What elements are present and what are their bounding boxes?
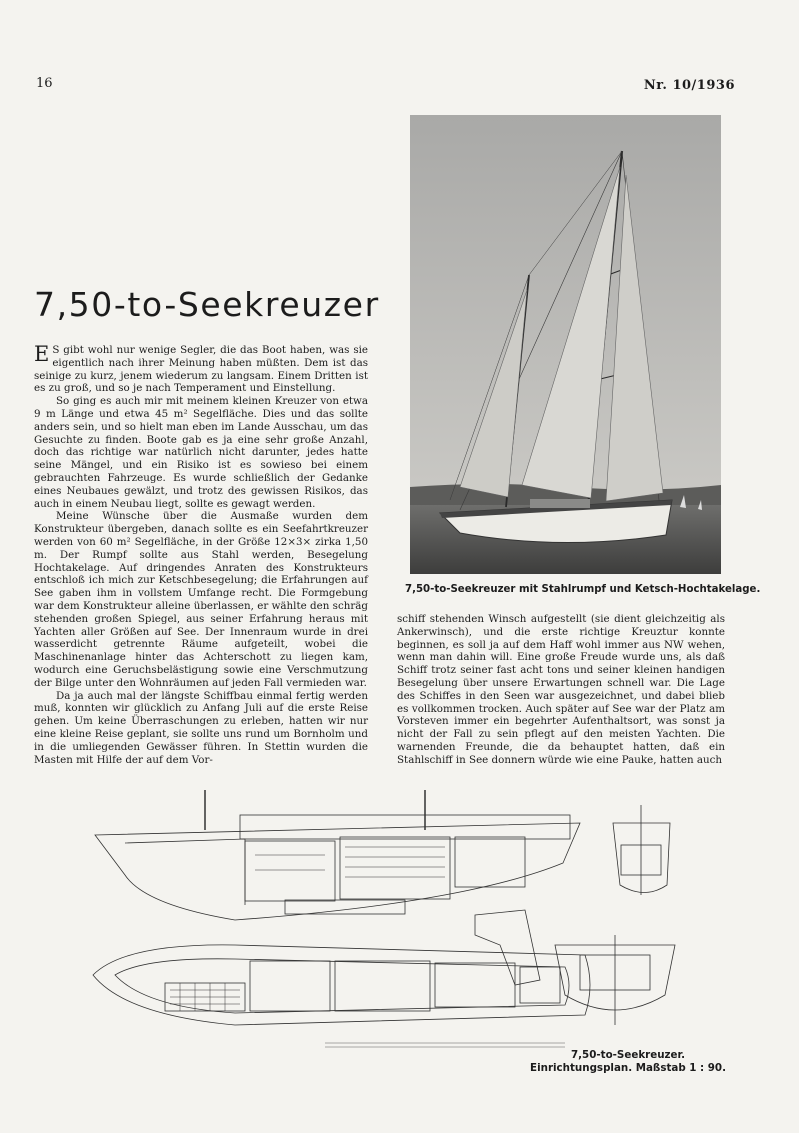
article-paragraph: So ging es auch mir mit meinem kleinen Kreuzer von etwa 9 m Länge und etwa 45 m² Segelfläche. Dies und das sollte anders sein, und so hielt man eben im Lande Ausschau, um das Gesuchte zu finden. Boote gab es ja eine sehr große Anzahl, doch das richtige war natürlich nicht darunter, jedes hatte seine Mängel, und ein Risiko ist es sowieso bei einem gebrauchten Fahrzeuge. Es wurde schließlich der Gedanke eines Neubaues gewälzt, und trotz des gewissen Risikos, das auch in einem Neubau liegt, sollte es gewagt werden. bbox=[34, 395, 368, 510]
article-paragraph: Meine Wünsche über die Ausmaße wurden dem Konstrukteur übergeben, danach sollte es ein Seefahrtkreuzer werden von 60 m² Segelfläche, in der Größe 12×3× zirka 1,50 m. Der Rumpf sollte aus Stahl werden, Besegelung Hochtakelage. Auf dringendes Anraten des Konstrukteurs entschloß ich mich zur Ketschbesegelung; die Erfahrungen auf See gaben ihm in vollstem Umfange recht. Die Formgebung war dem Konstrukteur alleine überlassen, er wählte den schräg stehenden großen Spiegel, aus seiner Erfahrung heraus mit Yachten aller Größen auf See. Der Innenraum wurde in drei wasserdicht getrennte Räume aufgeteilt, wobei die Maschinenanlage hinter das Achterschott zu liegen kam, wodurch eine Geruchsbelästigung sowie eine Verschmutzung der Bilge unter den Wohnräumen auf jeden Fall vermieden war. bbox=[34, 510, 368, 689]
deck-plan-drawing bbox=[85, 785, 685, 1075]
plan-caption: 7,50-to-Seekreuzer. Einrichtungsplan. Maßstab 1 : 90. bbox=[530, 1049, 726, 1074]
article-column-left bbox=[34, 344, 368, 766]
page-number: 16 bbox=[36, 76, 53, 91]
article-title: 7,50-to-Seekreuzer bbox=[34, 285, 380, 324]
article-paragraph: schiff stehenden Winsch aufgestellt (sie dient gleichzeitig als Ankerwinsch), und die erste richtige Kreuztur konnte beginnen, es soll ja auf dem Haff wohl immer aus NW wehen, wenn man dahin will. Eine große Freude wurde uns, als daß Schiff trotz seiner fast acht tons und seiner kleinen handigen Besegelung über unsere Erwartungen schnell war. Die Lage des Schiffes in den Seen war ausgezeichnet, und dabei blieb es vollkommen trocken. Auch später auf See war der Platz am Vorsteven immer ein begehrter Aufenthaltsort, was sonst ja nicht der Fall zu sein pflegt auf den meisten Yachten. Die warnenden Freunde, die da behauptet hatten, daß ein Stahlschiff in See donnern würde wie eine Pauke, hatten auch bbox=[397, 613, 725, 766]
issue-number: Nr. 10/1936 bbox=[643, 78, 735, 93]
article-paragraph: E S gibt wohl nur wenige Segler, die das Boot haben, was sie eigentlich nach ihrer Meinung haben müßten. Dem ist das seinige zu kurz, jenem wiederum zu langsam. Einem Dritten ist es zu groß, und so je nach Temperament und Einstellung. bbox=[34, 342, 368, 395]
drop-cap: E bbox=[34, 342, 50, 366]
article-paragraph: Da ja auch mal der längste Schiffbau einmal fertig werden muß, konnten wir glücklich zu Anfang Juli auf die erste Reise gehen. Um keine Überraschungen zu erleben, hatten wir nur eine kleine Reise geplant, sie sollte uns rund um Bornholm und in die umliegenden Gewässer führen. In Stettin wurden die Masten mit Hilfe der auf dem Vor- bbox=[34, 689, 368, 766]
article-column-right bbox=[397, 613, 725, 767]
photo-caption: 7,50-to-Seekreuzer mit Stahlrumpf und Ketsch-Hochtakelage. bbox=[405, 584, 761, 595]
sailboat-photo bbox=[410, 115, 721, 574]
